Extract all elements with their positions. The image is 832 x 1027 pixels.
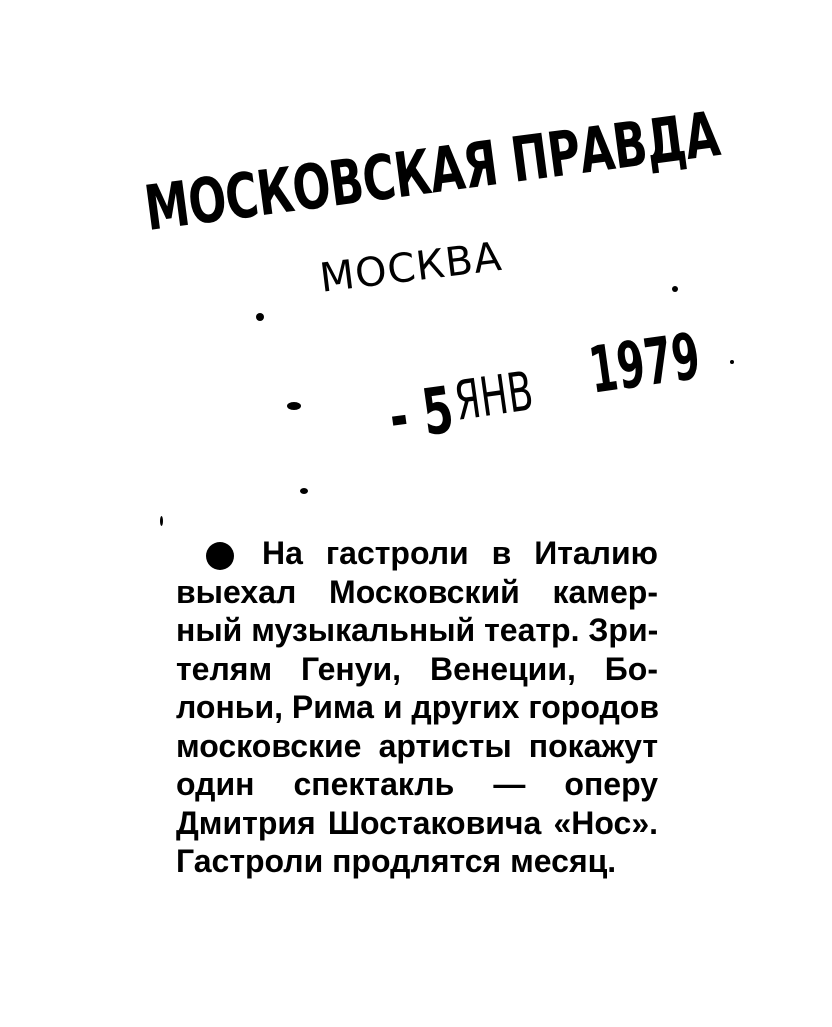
stamp-newspaper-name: МОСКОВСКАЯ ПРАВДА	[140, 97, 724, 245]
article-line: лоньи, Рима и других городов	[176, 689, 659, 725]
article-line: Гастроли продлятся месяц.	[176, 843, 617, 879]
ink-speck	[300, 488, 308, 494]
news-article	[176, 534, 658, 881]
article-line: один спектакль — оперу	[176, 766, 658, 802]
ink-speck	[730, 360, 734, 364]
article-line: На гастроли в Италию	[262, 535, 658, 571]
ink-speck	[287, 402, 301, 410]
article-line: московские артисты покажут	[176, 727, 658, 764]
article-line: выехал Московский камер-	[176, 573, 658, 610]
bullet-icon	[206, 542, 234, 570]
stamp-date-month: ЯНВ	[450, 359, 537, 433]
article-line: телям Генуи, Венеции, Бо-	[176, 650, 658, 687]
article-line: Дмитрия Шостаковича «Нос».	[176, 804, 658, 841]
ink-speck	[160, 516, 163, 526]
stamp-date-year: 1979	[584, 319, 705, 409]
stamp-city: МОСКВА	[317, 233, 505, 302]
stamp-date-day: - 5	[384, 373, 459, 456]
ink-speck	[672, 286, 678, 292]
ink-speck	[256, 313, 264, 321]
article-line: ный музыкальный театр. Зри-	[176, 612, 659, 648]
